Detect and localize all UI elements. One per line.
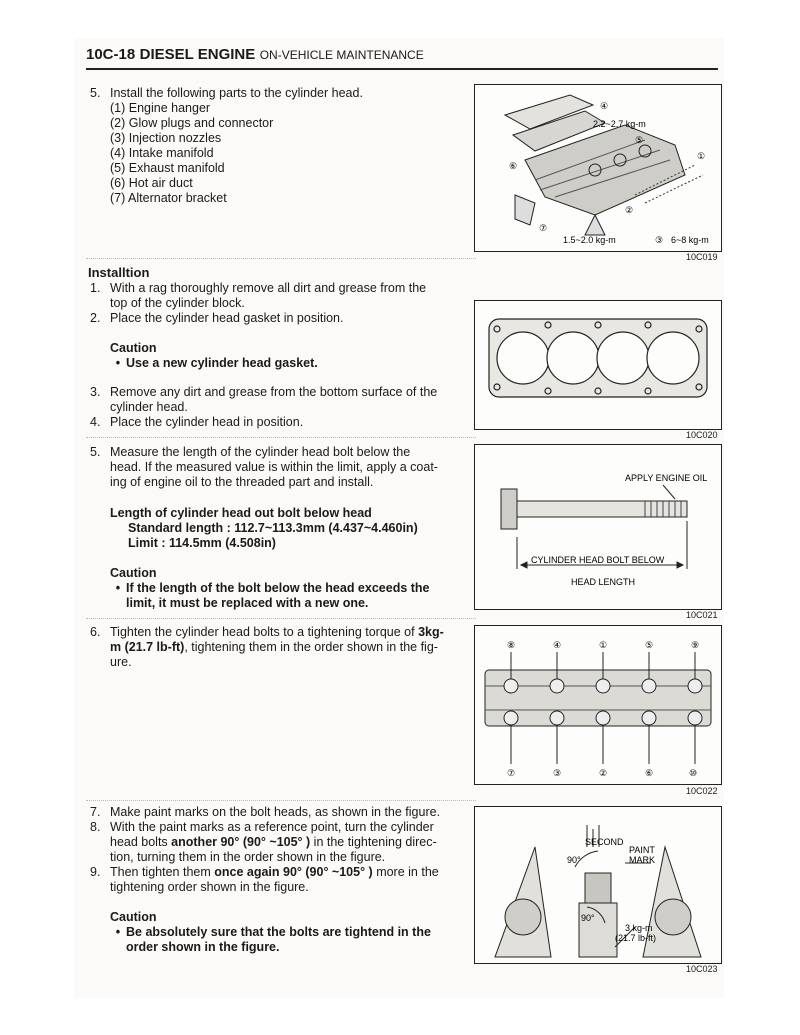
step-number: 9. — [90, 865, 101, 879]
step-number: 4. — [90, 415, 101, 429]
parts-list — [90, 101, 460, 206]
step-number: 6. — [90, 625, 101, 639]
spec-title: Length of cylinder head out bolt below head — [110, 506, 372, 520]
paint-mark-illustration — [475, 807, 721, 963]
step-text: head bolts — [110, 835, 172, 849]
caution-title: Caution — [110, 341, 157, 355]
step-number: 2. — [90, 311, 101, 325]
torque-value: 3kg- — [418, 625, 444, 639]
installation-heading: Installtion — [88, 265, 150, 280]
figure-cylinder-head-parts — [474, 84, 722, 252]
apply-oil-label: APPLY ENGINE OIL — [625, 473, 708, 483]
divider — [86, 800, 476, 801]
section-title: DIESEL ENGINE — [139, 46, 256, 63]
step-text: With the paint marks as a reference point, turn the cylinder — [110, 820, 434, 834]
order-bottom-4: ⑥ — [645, 768, 654, 778]
callout-2: ② — [625, 205, 634, 215]
list-item: (1) Engine hanger — [110, 101, 211, 115]
step-text: more in the — [372, 865, 439, 879]
order-top-1: ⑧ — [507, 640, 516, 650]
list-item: (2) Glow plugs and connector — [110, 116, 274, 130]
page-code: 10C-18 — [86, 46, 136, 63]
angle-label: 90° — [567, 855, 581, 865]
step-number: 3. — [90, 385, 101, 399]
callout-7: ⑦ — [539, 223, 548, 233]
step-8 — [90, 820, 462, 865]
step-9 — [90, 865, 462, 895]
figure-code: 10C020 — [686, 430, 718, 440]
divider — [86, 437, 476, 438]
caution-gasket: Caution • Use a new cylinder head gasket. — [110, 341, 460, 371]
torque-label: 3 kg-m — [625, 923, 653, 933]
step-4 — [90, 415, 462, 430]
step-1 — [90, 281, 462, 311]
caution-text: Use a new cylinder head gasket. — [126, 356, 318, 370]
caution-bolt-length: Caution • If the length of the bolt below the head exceeds the limit, it must be replaced with a new one. — [110, 566, 462, 611]
figure-head-gasket — [474, 300, 722, 430]
mark-label: MARK — [629, 855, 656, 865]
caution-text: Be absolutely sure that the bolts are tightend in the — [126, 925, 431, 939]
step-2 — [90, 311, 462, 326]
list-item: (7) Alternator bracket — [110, 191, 227, 205]
step-number: 5. — [90, 86, 101, 100]
tightening-order-illustration — [475, 626, 721, 784]
step-text: Measure the length of the cylinder head bolt below the — [110, 445, 411, 459]
step-number: 7. — [90, 805, 101, 819]
caution-title: Caution — [110, 910, 157, 924]
caution-text: If the length of the bolt below the head exceeds the — [126, 581, 430, 595]
section-subtitle: ON-VEHICLE MAINTENANCE — [259, 48, 424, 62]
head-length-label: HEAD LENGTH — [571, 577, 636, 587]
steps-3-4 — [90, 385, 462, 430]
list-item: (5) Exhaust manifold — [110, 161, 225, 175]
spec-standard: Standard length : 112.7~113.3mm (4.437~4.460in) — [128, 521, 418, 535]
step-text: Place the cylinder head in position. — [110, 415, 304, 429]
install-parts-step — [90, 86, 460, 206]
step-text: Tighten the cylinder head bolts to a tightening torque of — [110, 625, 419, 639]
step-text: Remove any dirt and grease from the bottom surface of the — [110, 385, 438, 399]
step-text: Then tighten them — [110, 865, 215, 879]
torque-label-right: 6~8 kg-m — [671, 235, 709, 245]
angle-value: another 90° (90° ~105° ) — [171, 835, 311, 849]
spec-limit: Limit : 114.5mm (4.508in) — [128, 536, 276, 550]
angle-value: once again 90° (90° ~105° ) — [214, 865, 373, 879]
caution-title: Caution — [110, 566, 157, 580]
torque-label-left: 1.5~2.0 kg-m — [563, 235, 616, 245]
caution-text: order shown in the figure. — [126, 940, 280, 954]
steps-7-9 — [90, 805, 462, 895]
torque-lbft-label: (21.7 lb-ft) — [615, 933, 657, 943]
figure-tightening-order — [474, 625, 722, 785]
order-bottom-5: ⑩ — [689, 768, 698, 778]
step-text: ing of engine oil to the threaded part and install. — [110, 475, 374, 489]
caution-text: limit, it must be replaced with a new one. — [126, 596, 369, 610]
step-text: Make paint marks on the bolt heads, as shown in the figure. — [110, 805, 441, 819]
torque-value: m (21.7 lb-ft) — [110, 640, 185, 654]
page-header — [86, 46, 718, 70]
callout-5: ⑤ — [635, 135, 644, 145]
step-number: 1. — [90, 281, 101, 295]
figure-code: 10C023 — [686, 964, 718, 974]
caution-tightening-order: Caution • Be absolutely sure that the bolts are tightend in the order shown in the figure. — [110, 910, 462, 955]
bolt-length-spec — [110, 506, 470, 551]
order-top-2: ④ — [553, 640, 562, 650]
cylinder-head-parts-illustration — [475, 85, 721, 251]
order-bottom-1: ⑦ — [507, 768, 516, 778]
order-top-5: ⑨ — [691, 640, 700, 650]
figure-paint-mark — [474, 806, 722, 964]
torque-label-top: 2.2~2.7 kg-m — [593, 119, 646, 129]
step-3 — [90, 385, 462, 415]
figure-code: 10C021 — [686, 610, 718, 620]
list-item: (4) Intake manifold — [110, 146, 214, 160]
angle-label-lower: 90° — [581, 913, 595, 923]
callout-4: ④ — [600, 101, 609, 111]
callout-1: ① — [697, 151, 706, 161]
divider — [86, 618, 476, 619]
bolt-length-label: CYLINDER HEAD BOLT BELOW — [531, 555, 665, 565]
list-item: (6) Hot air duct — [110, 176, 193, 190]
head-bolt-illustration — [475, 445, 721, 609]
step-number: 5. — [90, 445, 101, 459]
step-text: in the tightening direc- — [310, 835, 437, 849]
list-item: (3) Injection nozzles — [110, 131, 222, 145]
order-bottom-2: ③ — [553, 768, 562, 778]
step-text: , tightening them in the order shown in the fig- — [184, 640, 438, 654]
second-label: SECOND — [585, 837, 624, 847]
step-text: head. If the measured value is within the limit, apply a coat- — [110, 460, 438, 474]
step-6-torque — [90, 625, 462, 670]
step-text: Install the following parts to the cylinder head. — [110, 86, 363, 100]
figure-code: 10C022 — [686, 786, 718, 796]
order-top-4: ⑤ — [645, 640, 654, 650]
step-text: top of the cylinder block. — [110, 296, 245, 310]
step-text: Place the cylinder head gasket in position. — [110, 311, 344, 325]
step-number: 8. — [90, 820, 101, 834]
step-text: With a rag thoroughly remove all dirt and grease from the — [110, 281, 427, 295]
installation-steps — [90, 281, 462, 326]
figure-code: 10C019 — [686, 252, 718, 262]
callout-6: ⑥ — [509, 161, 518, 171]
step-text: cylinder head. — [110, 400, 188, 414]
step-text: tightening order shown in the figure. — [110, 880, 309, 894]
figure-head-bolt — [474, 444, 722, 610]
step-5-measure — [90, 445, 462, 490]
order-top-3: ① — [599, 640, 608, 650]
step-7 — [90, 805, 462, 820]
step-text: tion, turning them in the order shown in the figure. — [110, 850, 386, 864]
paint-label: PAINT — [629, 845, 655, 855]
divider — [86, 258, 476, 259]
head-gasket-illustration — [475, 301, 721, 429]
step-text: ure. — [110, 655, 132, 669]
order-bottom-3: ② — [599, 768, 608, 778]
callout-3: ③ — [655, 235, 664, 245]
